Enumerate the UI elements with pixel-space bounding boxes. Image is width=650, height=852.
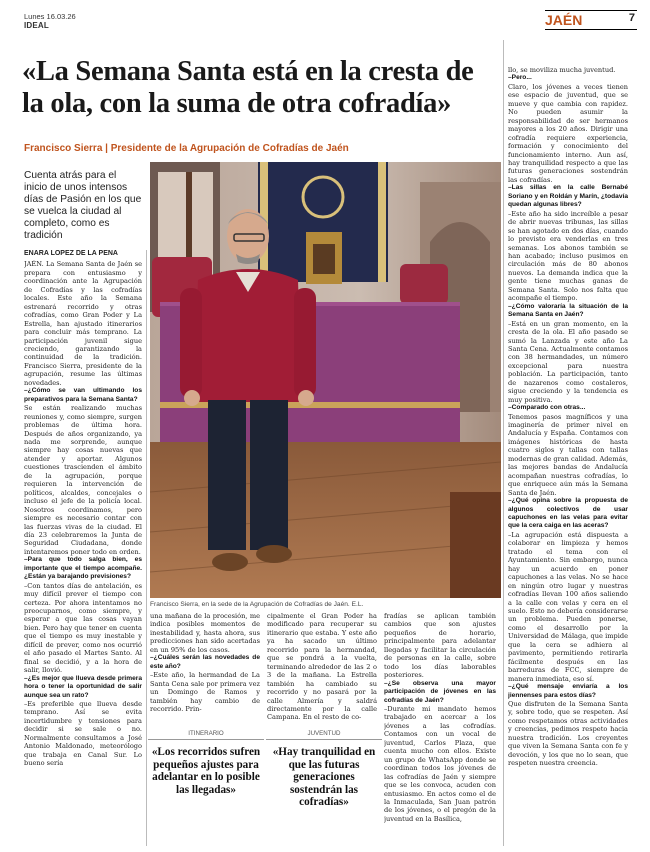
lead-paragraph: Cuenta atrás para el inicio de unos intensos días de Pasión en los que se vuelca la ciudad al completo, como es tradición xyxy=(24,170,142,241)
paragraph: –Durante mi mandato hemos trabajado en acercar a los jóvenes a las cofradías. Contamos con un vocal de juventud, Carlos Plaza, que cuenta mucho con ellos. Existe un grupo de WhatsApp donde se coordinan todos los jóvenes de las cofradías de Jaén y siempre que se les convoca, acuden con entusiasmo. En actos como el de la Inmaculada, San Juan patrón de los jóvenes, o el pregón de la juventud en la Basílica, xyxy=(384,704,496,823)
pull-quote-youth xyxy=(266,730,382,809)
paragraph: Que disfruten de la Semana Santa y, sobre todo, que se respeten. Así como respetamos otras actividades y creencias, pedimos respeto hacia nuestra tradición. Los creyentes que viven la Semana Santa con fe y devoción, y los que no lo sean, que respeten nuestra creencia. xyxy=(508,699,628,768)
column-5 xyxy=(508,66,628,846)
column-3 xyxy=(267,612,377,722)
pull-quote-text: «Hay tranquilidad en que las futuras generaciones sostendrán las cofradías» xyxy=(272,746,376,808)
question: –¿Cómo valoraría la situación de la Semana Santa en Jaén? xyxy=(508,302,628,319)
question: –Las sillas en la calle Bernabé Soriano y en Roldán y Marín, ¿todavía quedan algunas libres? xyxy=(508,184,628,209)
column-rule xyxy=(146,250,147,846)
headline: «La Semana Santa está en la cresta de la ola, con la suma de otra cofradía» xyxy=(22,56,474,119)
question: –Para que todo salga bien, es importante que el tiempo acompañe. ¿Están ya barajando previsiones? xyxy=(24,556,142,581)
paragraph: Tenemos pasos magníficos y una imaginería de primer nivel en Andalucía y España. Contamos con imágenes históricas de hasta cuatro siglos y tallas con tallas modernas de gran calidad. Además, las mejores bandas de Andalucía acompañan nuestras cofradías, lo que enriquece aún más la Semana Santa de Jaén. xyxy=(508,412,628,497)
article-photo xyxy=(150,162,501,598)
pull-quote-label: ITINERARIO xyxy=(148,730,264,740)
paragraph: –Es preferible que llueva desde temprano. Así se evita incertidumbre y tensiones para decidir si se sale o no. Normalmente consultamos a José Antonio Maldonado, meteorólogo que trabaja en Canal Sur. Lo bueno sería xyxy=(24,700,142,768)
author: ENARA LÓPEZ DE LA PEÑA xyxy=(24,250,118,257)
masthead-right xyxy=(545,10,637,30)
column-4 xyxy=(384,612,496,846)
question: –¿Se observa una mayor participación de jóvenes en las cofradías de Jaén? xyxy=(384,679,496,704)
question: –¿Qué mensaje enviaría a los jiennenses para estos días? xyxy=(508,683,628,699)
question: –¿Cómo se van ultimando los preparativos para la Semana Santa? xyxy=(24,387,142,403)
photo-illustration xyxy=(150,162,501,598)
question: –¿Qué opina sobre la propuesta de algunos colectivos de usar capuchones en las velas para evitar que la cera caiga en las aceras? xyxy=(508,497,628,530)
column-rule xyxy=(503,40,504,846)
photo-caption xyxy=(150,601,501,608)
question: –¿Cuáles serán las novedades de este año? xyxy=(150,654,260,670)
paragraph: –Este año, la hermandad de La Santa Cena sale por primera vez un Domingo de Ramos y también hay cambio de recorrido. Prin- xyxy=(150,671,260,713)
masthead-left xyxy=(24,12,76,30)
page-number: 7 xyxy=(628,12,635,24)
photo-credit: E.L. xyxy=(351,601,364,608)
paragraph: una mañana de la procesión, me indica posibles momentos de inestabilidad y, hasta ahora, sus predicciones han sido acertadas en un 95% de los casos. xyxy=(150,612,260,654)
paragraph: Se están realizando muchas reuniones y, como siempre, surgen problemas de última hora. Después de años organizando, ya nada me sorprende, aunque siempre hay cosas nuevas que atender y aportar. Algunos cuestiones trascienden el ámbito de la agrupación, porque requieren la intervención de políticos, alcaldes, concejales o incluso el jefe de la policía local. Nosotros coordinamos, pero siempre es necesario contar con las fuerzas vivas de la ciudad. El día 23 celebraremos la Junta de Seguridad Ciudadana, donde intentaremos poner todo en orden. xyxy=(24,404,142,556)
paragraph: fradías se aplican también cambios que son ajustes pequeños de horario, principalmente para adelantar llegadas y facilitar la circulación de personas en la calle, sobre todo los días laborables posteriores. xyxy=(384,612,496,680)
section-name: JAÉN xyxy=(545,12,583,28)
paragraph: cipalmente el Gran Poder ha modificado para recuperar su itinerario que estaba. Y este año ya ha sacado un último recorrido para la hermandad, que se pondrá a la vuelta, terminando alrededor de las 2 o 3 de la mañana. La Estrella también ha cambiado su recorrido y no pasará por la calle Almería y saldrá directamente por la calle Campana. En el resto de co- xyxy=(267,612,377,722)
pull-quote-itinerary xyxy=(148,730,264,796)
pull-quote-label: JUVENTUD xyxy=(266,730,382,740)
paragraph: JAÉN. La Semana Santa de Jaén se prepara con entusiasmo y coordinación ante la Agrupación de Cofradías y las cofradías locales. Este año la Semana estrenará recorrido y otras cofradías, como Gran Poder y La Estrella, han ajustado itinerarios para concluir más temprano. La participación juvenil sigue creciendo, garantizando la continuidad de la tradición. Francisco Sierra, presidente de la agrupación, resume las últimas novedades. xyxy=(24,260,142,387)
paragraph: –Este año ha sido increíble a pesar de abrir nuevas tribunas, las sillas se han agotado en dos días, cuando lo previsto era venderlas en tres semanas. Los abonos también se han acabado; incluso pusimos en circulación más de 80 abonos nuevos. La demanda indica que la gente tiene muchas ganas de Semana Santa. Solo nos falta que acompañe el tiempo. xyxy=(508,209,628,303)
question: –Pero... xyxy=(508,74,532,82)
byline: Francisco Sierra | Presidente de la Agrupación de Cofradías de Jaén xyxy=(24,143,349,154)
column-2 xyxy=(150,612,260,722)
question: –¿Es mejor que llueva desde primera hora o tener la oportunidad de salir aunque sea un rato? xyxy=(24,674,142,699)
newspaper-name: IDEAL xyxy=(24,21,49,30)
paragraph: llo, se moviliza mucha juventud. xyxy=(508,66,616,74)
paragraph: –Está en un gran momento, en la cresta de la ola. El año pasado se sumó la Lanzada y este año La Santa Cena. Actualmente contamos con 38 hermandades, un número excepcional para nuestra población. La participación, tanto de nazarenos como costaleros, sigue creciendo y la tendencia es muy positiva. xyxy=(508,319,628,404)
paragraph: –La agrupación está dispuesta a colaborar en limpieza y hemos tratado el tema con el Ayuntamiento. Sin embargo, nunca hay un acuerdo en poner capuchones a las velas. No se hace en ningún otro lugar y nuestras cofradías llevan 100 años saliendo a la calle con velas y cera en el suelo. Esto no debería considerarse un problema. Pueden ponerse, como el desarrollo por la Universidad de Málaga, que impide que la cera se adhiera al pavimento, permitiendo retirarla fácilmente después en las barreduras de FCC, siempre de manera inmediata, eso sí. xyxy=(508,530,628,683)
paragraph: Claro, los jóvenes a veces tienen ese espacio de juventud, que se mueve y que cambia con rapidez. No pueden asumir la responsabilidad de ser hermanos mayores a los 20 años. Dirigir una cofradía requiere experiencia, formación y conocimiento del funcionamiento interno. Aun así, hay tranquilidad respecto a que las futuras generaciones sostendrán las cofradías. xyxy=(508,82,628,184)
question: –Comparado con otras... xyxy=(508,404,586,412)
pull-quote-text: «Los recorridos sufren pequeños ajustes para adelantar en lo posible las llegadas» xyxy=(151,746,261,796)
caption-text: Francisco Sierra, en la sede de la Agrupación de Cofradías de Jaén. xyxy=(150,601,350,608)
column-1 xyxy=(24,250,142,846)
paragraph: –Con tantos días de antelación, es muy difícil prever el tiempo con certeza. Por ahora intentamos no preocuparnos, como siempre, y esperar a que las cosas vayan bien. Pero hay que tener en cuenta que el tiempo es muy inestable y difícil de prever, como nos ocurrió el año pasado el Martes Santo. Al final se decidió, y a la hora de salir, llovió. xyxy=(24,581,142,675)
issue-date: Lunes 16.03.26 xyxy=(24,12,76,21)
